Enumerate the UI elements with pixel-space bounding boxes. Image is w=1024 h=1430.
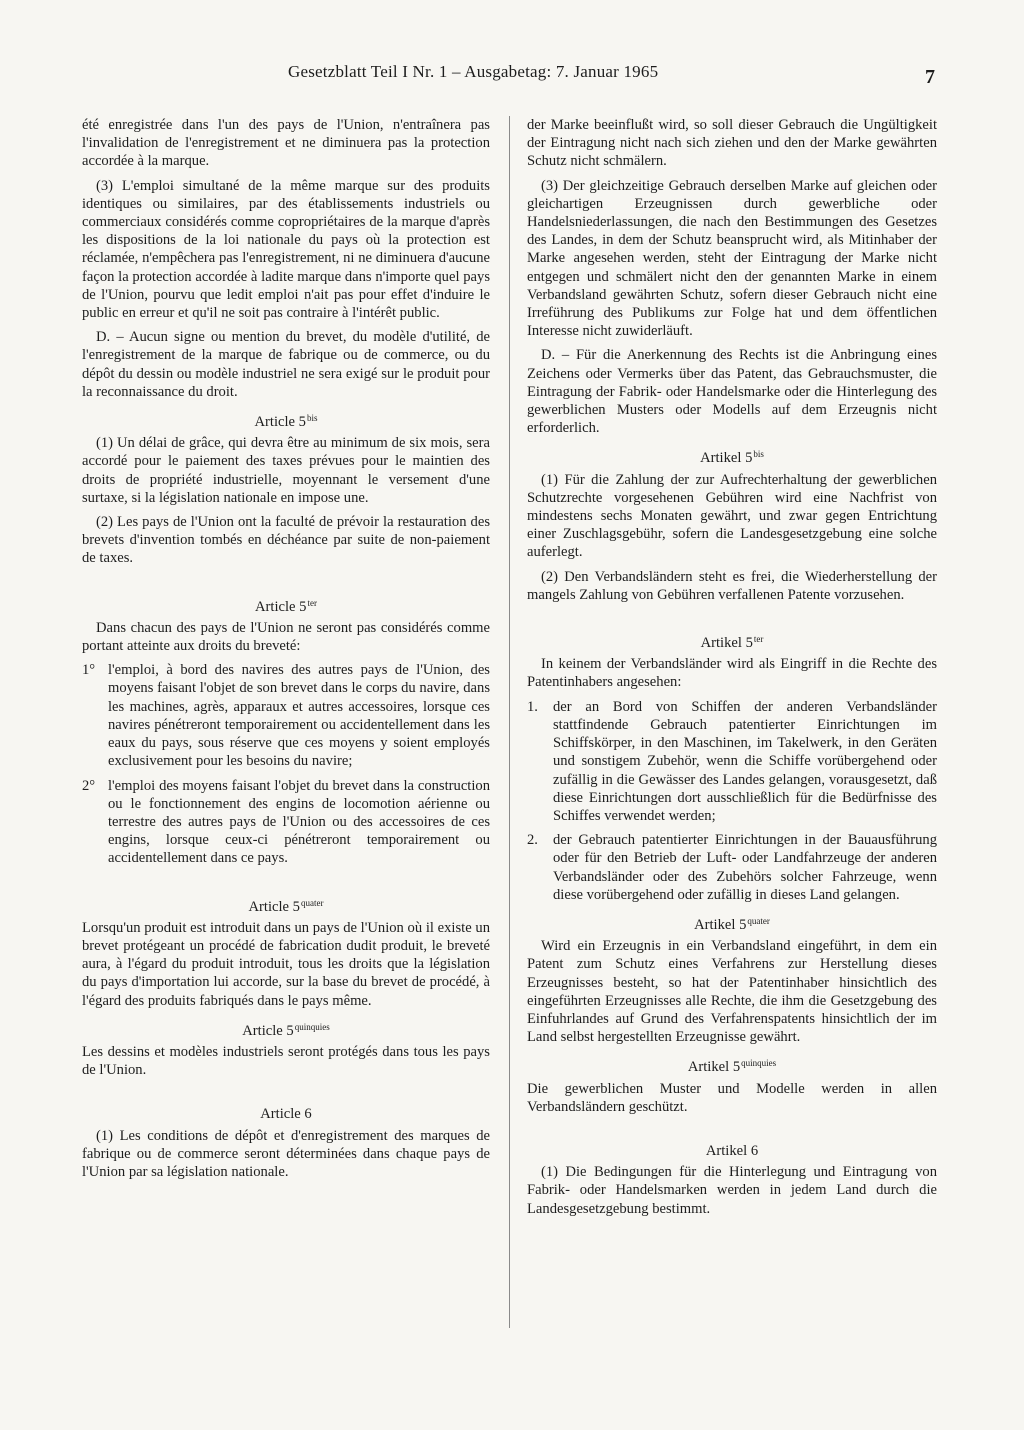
article-heading: Artikel $5^{ter}$ [700,634,764,652]
article-heading: Article 6 [260,1106,312,1123]
list-number: 1. [527,698,538,715]
paragraph: Die gewerblichen Muster und Modelle werden in allen Verbandsländern geschützt. [527,1080,937,1115]
paragraph: D. – Für die Anerkennung des Rechts ist die Anbringung eines Zeichens oder Vermerks über das Patent, das Gebrauchsmuster, die Eintragung der Fabrik- oder Handelsmarke oder die Hinterlegung des gewerblichen Musters oder Modells auf dem Erzeugnis nicht erforderlich. [527,347,937,437]
article-heading: Artikel $5^{bis}$ [700,449,764,467]
french-column [82,116,490,1187]
gazette-header-title: Gesetzblatt Teil I Nr. 1 – Ausgabetag: 7. Januar 1965 [288,62,659,81]
article-heading: Artikel $5^{quater}$ [694,915,770,933]
article-heading: Article $5^{ter}$ [255,597,317,615]
list-text: l'emploi des moyens faisant l'objet du brevet dans la construction ou le fonctionnement des engins de locomotion aérienne ou terrestre des autres pays de l'Union ou des accessoires de ces engins, lorsque ceux-ci pénétreront temporairement ou accidentellement dans ce pays. [108,777,490,867]
article-heading: Artikel $5^{quinquies}$ [687,1058,777,1076]
list-text: der Gebrauch patentierter Einrichtungen in der Bauausführung oder für den Betrieb der Luft- oder Landfahrzeuge der anderen Verbandsländer oder des Zubehörs solcher Fahrzeuge, wenn diese vorübergehend oder zufällig in dieses Land gelangen. [553,832,937,903]
paragraph: (1) Für die Zahlung der zur Aufrechterhaltung der gewerblichen Schutzrechte vorgesehenen Gebühren wird eine Nachfrist von mindestens sechs Monaten gewährt, und zwar gegen Entrichtung einer Zuschlagsgebühr, sofern die Landesgesetzgebung eine solche auferlegt. [527,471,937,561]
list-text: der an Bord von Schiffen der anderen Verbandsländer stattfindende Gebrauch patentierter Einrichtungen im Schiffskörper, in den Maschinen, im Takelwerk, in den Geräten und sonstigem Zubehör, wenn die Schiffe vorübergehend oder zufällig in die Gewässer des Landes gelangen, vorausgesetzt, daß diese Einrichtungen dort ausschließlich für die Bedürfnisse des Schiffes verwendet werden; [553,698,937,824]
paragraph: Lorsqu'un produit est introduit dans un pays de l'Union où il existe un brevet protégeant un procédé de fabrication dudit produit, le breveté aura, à l'égard du produit introduit, tous les droits que la législation du pays d'importation lui accorde, sur la base du brevet de procédé, à l'égard des produits fabriqués dans le pays même. [82,919,490,1009]
list-text: l'emploi, à bord des navires des autres pays de l'Union, des moyens faisant l'objet de son brevet dans le corps du navire, dans les machines, agrès, apparaux et autres accessoires, lorsque ces navires pénétreront temporairement ou accidentellement dans les eaux du pays, sous réserve que ces moyens y soient employés exclusivement pour les besoins du navire; [108,662,490,770]
article-heading: Artikel 6 [705,1142,759,1159]
paragraph: (1) Les conditions de dépôt et d'enregistrement des marques de fabrique ou de commerce seront déterminées dans chaque pays de l'Union par sa législation nationale. [82,1127,490,1180]
paragraph: (2) Den Verbandsländern steht es frei, die Wiederherstellung der mangels Zahlung von Gebühren verfallenen Patente vorzusehen. [527,568,937,603]
paragraph: (2) Les pays de l'Union ont la faculté de prévoir la restauration des brevets d'invention tombés en déchéance par suite de non-paiement de taxes. [82,514,490,567]
article-heading: Article $5^{quater}$ [248,897,324,915]
paragraph: D. – Aucun signe ou mention du brevet, du modèle d'utilité, de l'enregistrement de la marque de fabrique ou de commerce, ou du dépôt du dessin ou modèle industriel ne sera exigé sur le produit pour la reconnaissance du droit. [82,329,490,400]
paragraph: der Marke beeinflußt wird, so soll dieser Gebrauch die Ungültigkeit der Eintragung nicht nach sich ziehen und den der Marke gewährten Schutz nicht schmälern. [527,117,937,170]
paragraph: Wird ein Erzeugnis in ein Verbandsland eingeführt, in dem ein Patent zum Schutz eines Verfahrens zur Herstellung dieses Erzeugnisses besteht, so hat der Patentinhaber hinsichtlich des eingeführten Erzeugnisses alle Rechte, die ihm die Gesetzgebung des Einfuhrlandes auf Grund des Verfahrenspatents hinsichtlich der im Land selbst hergestellten Erzeugnisse gewährt. [527,938,937,1046]
list-item [82,777,490,868]
page-header [0,62,1024,90]
article-heading: Article $5^{quinquies}$ [242,1021,330,1039]
paragraph: (1) Die Bedingungen für die Hinterlegung und Eintragung von Fabrik- oder Handelsmarken werden in jedem Land durch die Landesgesetzgebung bestimmt. [527,1164,937,1217]
paragraph: Les dessins et modèles industriels seront protégés dans tous les pays de l'Union. [82,1043,490,1079]
list-item [527,698,937,825]
paragraph: (3) Der gleichzeitige Gebrauch derselben Marke auf gleichen oder gleichartigen Erzeugnissen durch gewerbliche oder Handelsniederlassungen, die nach den Bestimmungen des Gesetzes des Landes, in dem der Schutz beansprucht wird, als Mitinhaber der Marke angesehen werden, steht der Eintragung der Marke nicht entgegen und schmälert nicht den der genannten Marke in einem Verbandsland gewährten Schutz, sofern dieser Gebrauch nicht eine Irreführung des Publikums zur Folge hat und dem öffentlichen Interesse nicht zuwiderläuft. [527,177,937,340]
page-number: 7 [925,66,935,88]
paragraph: (3) L'emploi simultané de la même marque sur des produits identiques ou similaires, par des établissements industriels ou commerciaux considérés comme copropriétaires de la marque d'après les dispositions de la loi nationale du pays où la protection est réclamée, n'empêchera pas l'enregistrement, ni ne diminuera d'aucune façon la protection accordée à ladite marque dans n'importe quel pays de l'Union, pourvu que ledit emploi n'ait pas pour effet d'induire le public en erreur et qu'il ne soit pas contraire à l'intérêt public. [82,177,490,322]
article-heading: Article $5^{bis}$ [254,413,318,431]
list-item [82,661,490,770]
list-item [527,831,937,904]
paragraph: Dans chacun des pays de l'Union ne seront pas considérés comme portant atteinte aux droits du breveté: [82,619,490,655]
paragraph: In keinem der Verbandsländer wird als Eingriff in die Rechte des Patentinhabers angesehen: [527,656,937,691]
german-column [527,116,937,1224]
paragraph: (1) Un délai de grâce, qui devra être au minimum de six mois, sera accordé pour le paiement des taxes prévues pour le maintien des droits de propriété industrielle, moyennant le versement d'une surtaxe, si la législation nationale en impose une. [82,435,490,506]
column-divider [509,116,510,1328]
paragraph: été enregistrée dans l'un des pays de l'Union, n'entraînera pas l'invalidation de l'enregistrement et ne diminuera pas la protection accordée à la marque. [82,117,490,170]
list-number: 2. [527,832,538,849]
list-number: 1° [82,662,96,679]
list-number: 2° [82,777,96,794]
